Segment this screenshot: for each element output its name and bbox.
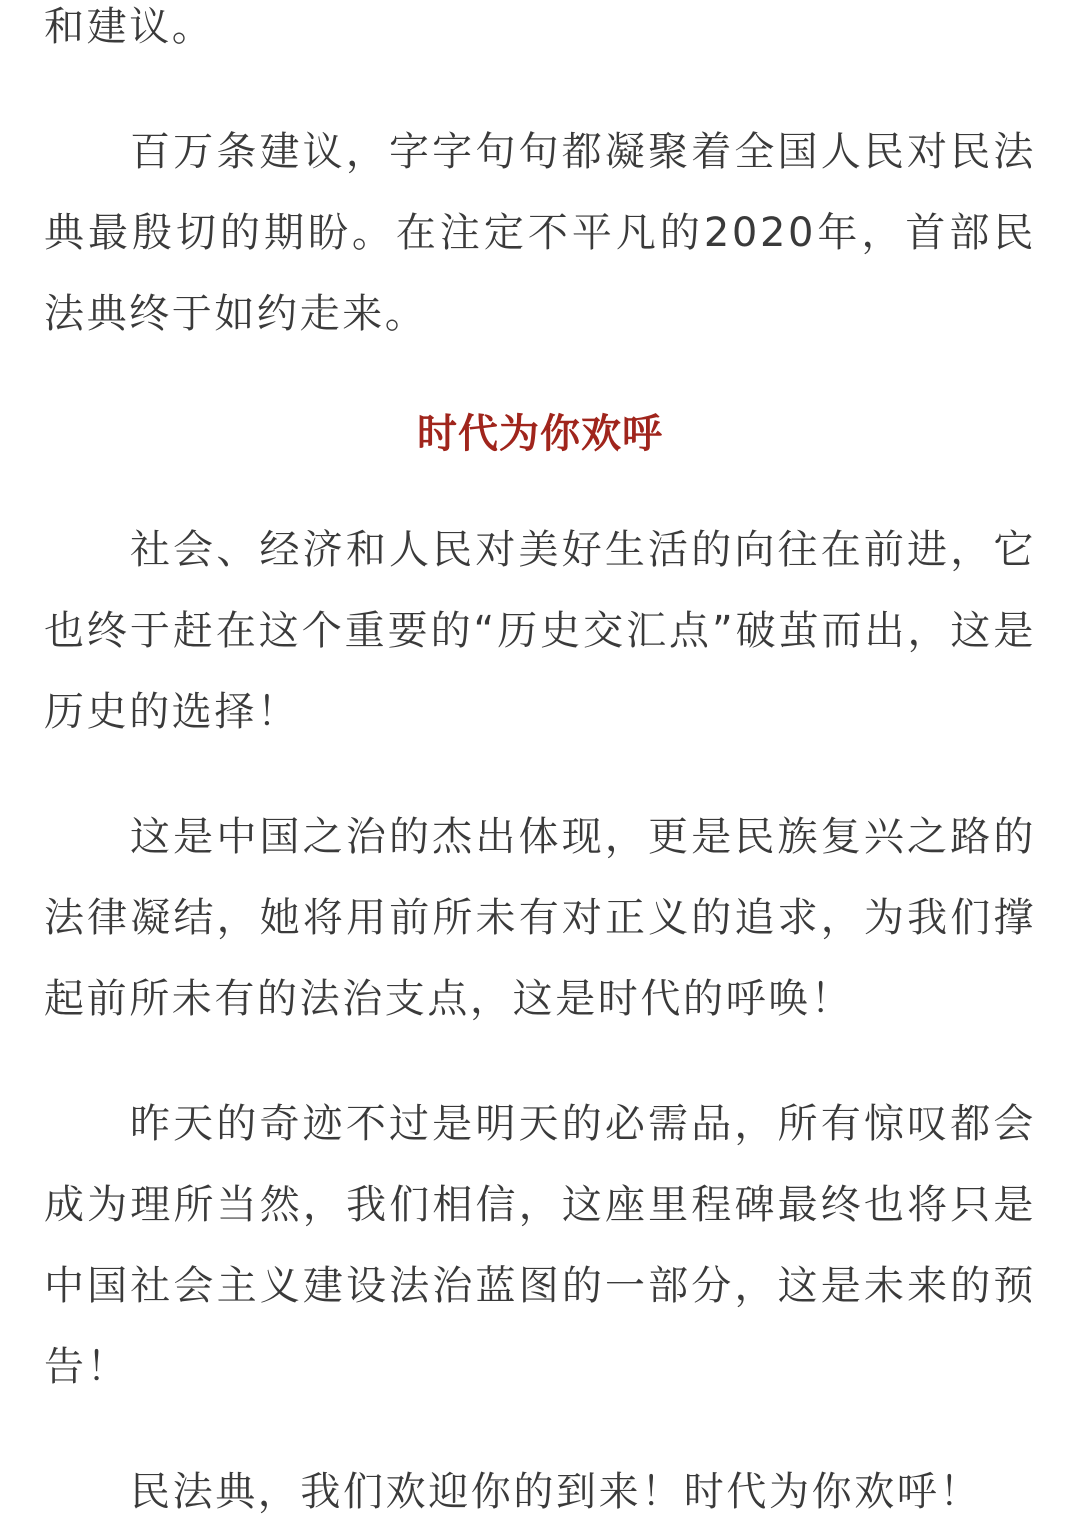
paragraph-welcome: 民法典，我们欢迎你的到来！时代为你欢呼！ (130, 1469, 982, 1515)
paragraph-future-preview: 昨天的奇迹不过是明天的必需品，所有惊叹都会成为理所当然，我们相信，这座里程碑最终也将只是中国社会主义建设法治蓝图的一部分，这是未来的预告！ (44, 1101, 1036, 1390)
intro-tail-text: 和建议。 (44, 4, 215, 50)
paragraph-history-choice: 社会、经济和人民对美好生活的向往在前进，它也终于赶在这个重要的“历史交汇点”破茧而出，这是历史的选择！ (44, 527, 1036, 735)
paragraph-era-call: 这是中国之治的杰出体现，更是民族复兴之路的法律凝结，她将用前所未有对正义的追求，为我们撑起前所未有的法治支点，这是时代的呼唤！ (44, 814, 1036, 1022)
article-body (44, 0, 1036, 1533)
section-heading: 时代为你欢呼 (417, 411, 663, 457)
paragraph-suggestions: 百万条建议，字字句句都凝聚着全国人民对民法典最殷切的期盼。在注定不平凡的2020年，首部民法典终于如约走来。 (44, 129, 1036, 337)
